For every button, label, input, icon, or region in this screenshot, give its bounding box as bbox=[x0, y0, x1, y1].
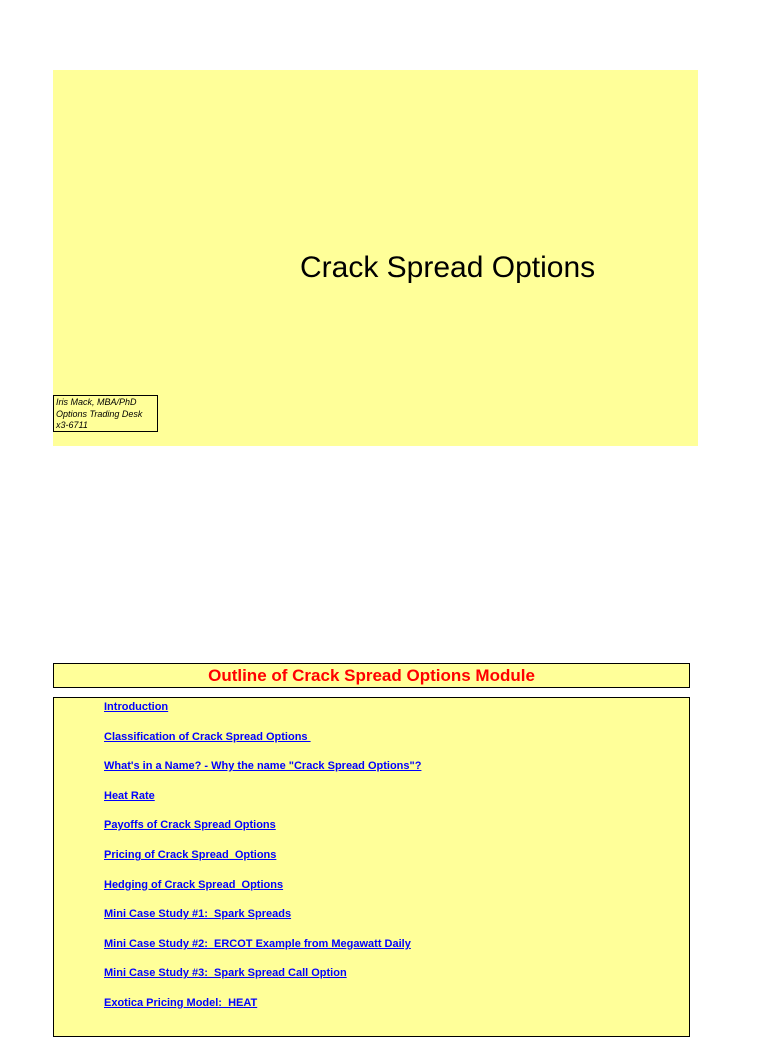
outline-link-exotica-pricing[interactable]: Exotica Pricing Model: HEAT bbox=[104, 996, 258, 1009]
outline-link-heat-rate[interactable]: Heat Rate bbox=[104, 789, 155, 802]
slide-title: Crack Spread Options bbox=[300, 251, 596, 284]
author-info-box bbox=[53, 395, 158, 432]
outline-item bbox=[104, 846, 421, 876]
outline-item bbox=[104, 905, 421, 935]
outline-link-classification[interactable]: Classification of Crack Spread Options bbox=[104, 730, 311, 743]
outline-list bbox=[104, 698, 421, 1024]
outline-item bbox=[104, 876, 421, 906]
outline-link-case-study-3[interactable]: Mini Case Study #3: Spark Spread Call Option bbox=[104, 967, 347, 980]
outline-link-payoffs[interactable]: Payoffs of Crack Spread Options bbox=[104, 819, 276, 832]
author-extension: x3-6711 bbox=[56, 420, 88, 430]
outline-item bbox=[104, 994, 421, 1024]
outline-item bbox=[104, 757, 421, 787]
outline-item bbox=[104, 698, 421, 728]
outline-item bbox=[104, 816, 421, 846]
outline-item bbox=[104, 935, 421, 965]
title-slide bbox=[53, 70, 698, 446]
outline-link-pricing[interactable]: Pricing of Crack Spread Options bbox=[104, 848, 277, 861]
outline-link-case-study-1[interactable]: Mini Case Study #1: Spark Spreads bbox=[104, 908, 292, 921]
outline-link-introduction[interactable]: Introduction bbox=[104, 701, 169, 713]
outline-heading: Outline of Crack Spread Options Module bbox=[53, 663, 690, 688]
outline-list-box bbox=[53, 697, 690, 1037]
outline-item bbox=[104, 964, 421, 994]
outline-item bbox=[104, 728, 421, 758]
author-department: Options Trading Desk bbox=[56, 408, 143, 419]
outline-link-case-study-2[interactable]: Mini Case Study #2: ERCOT Example from Megawatt Daily bbox=[104, 937, 411, 950]
outline-link-whats-in-a-name[interactable]: What's in a Name? - Why the name "Crack Spread Options"? bbox=[104, 760, 422, 773]
author-name: Iris Mack, MBA/PhD bbox=[56, 397, 137, 407]
outline-link-hedging[interactable]: Hedging of Crack Spread Options bbox=[104, 878, 284, 891]
outline-item bbox=[104, 787, 421, 817]
